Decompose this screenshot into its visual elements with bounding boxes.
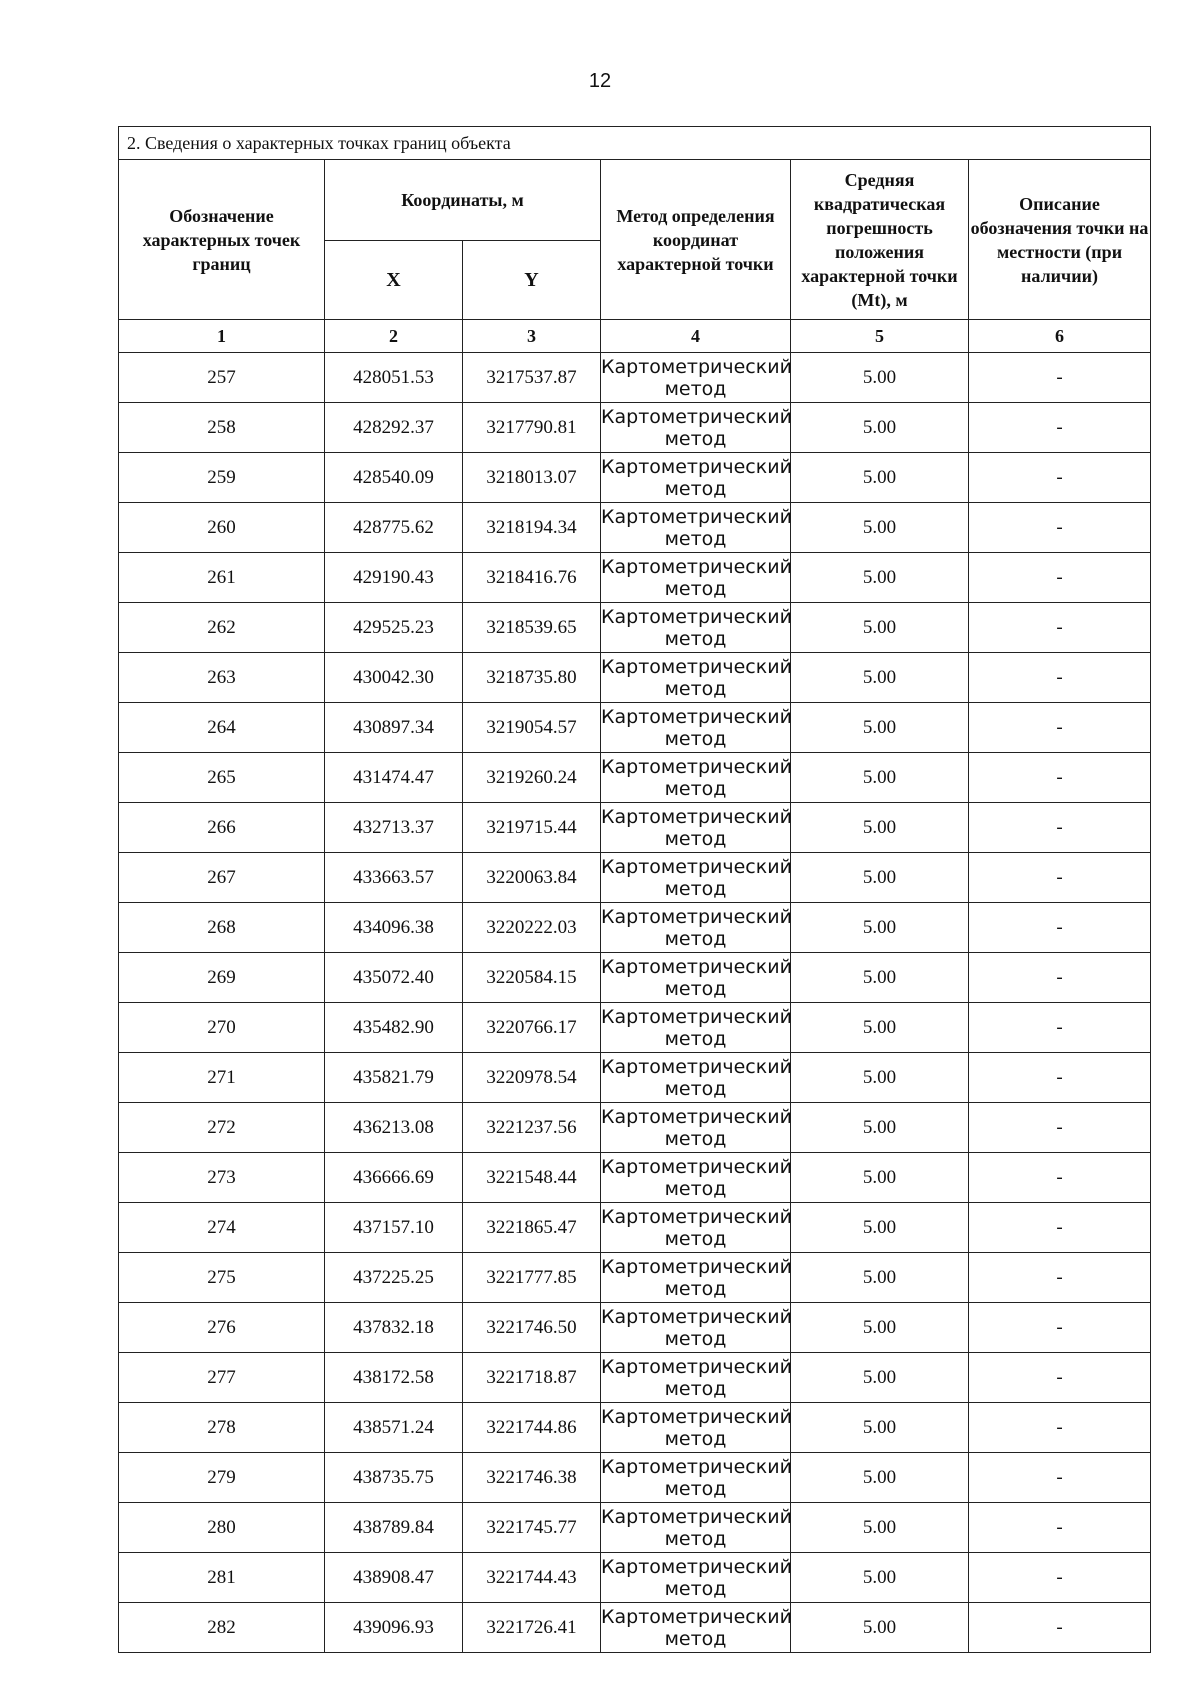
coordinate-x-cell: 428540.09 xyxy=(325,453,463,503)
mean-square-error-cell: 5.00 xyxy=(791,1503,969,1553)
coordinate-x-cell: 437157.10 xyxy=(325,1203,463,1253)
method-cell: Картометрический метод xyxy=(601,503,791,553)
header-y: Y xyxy=(463,241,601,320)
table-row xyxy=(119,1153,1151,1203)
coordinate-x-cell: 438172.58 xyxy=(325,1353,463,1403)
header-error: Средняя квадратическая погрешность положения характерной точки (Mt), м xyxy=(791,160,969,320)
coordinate-x-cell: 432713.37 xyxy=(325,803,463,853)
point-description-cell: - xyxy=(969,803,1151,853)
coordinate-x-cell: 428292.37 xyxy=(325,403,463,453)
point-description-cell: - xyxy=(969,1303,1151,1353)
coordinate-y-cell: 3220063.84 xyxy=(463,853,601,903)
point-description-cell: - xyxy=(969,1153,1151,1203)
mean-square-error-cell: 5.00 xyxy=(791,753,969,803)
mean-square-error-cell: 5.00 xyxy=(791,403,969,453)
method-cell: Картометрический метод xyxy=(601,1253,791,1303)
method-cell: Картометрический метод xyxy=(601,803,791,853)
method-cell: Картометрический метод xyxy=(601,853,791,903)
coordinate-y-cell: 3220766.17 xyxy=(463,1003,601,1053)
table-body xyxy=(119,353,1151,1653)
mean-square-error-cell: 5.00 xyxy=(791,653,969,703)
mean-square-error-cell: 5.00 xyxy=(791,703,969,753)
point-number-cell: 274 xyxy=(119,1203,325,1253)
coordinate-y-cell: 3220978.54 xyxy=(463,1053,601,1103)
point-number-cell: 266 xyxy=(119,803,325,853)
mean-square-error-cell: 5.00 xyxy=(791,803,969,853)
coordinate-x-cell: 438571.24 xyxy=(325,1403,463,1453)
method-cell: Картометрический метод xyxy=(601,1053,791,1103)
point-description-cell: - xyxy=(969,853,1151,903)
mean-square-error-cell: 5.00 xyxy=(791,553,969,603)
mean-square-error-cell: 5.00 xyxy=(791,1303,969,1353)
coordinate-x-cell: 429525.23 xyxy=(325,603,463,653)
table-row xyxy=(119,1403,1151,1453)
point-number-cell: 277 xyxy=(119,1353,325,1403)
point-description-cell: - xyxy=(969,453,1151,503)
point-number-cell: 268 xyxy=(119,903,325,953)
mean-square-error-cell: 5.00 xyxy=(791,1603,969,1653)
point-number-cell: 262 xyxy=(119,603,325,653)
table-row xyxy=(119,853,1151,903)
point-description-cell: - xyxy=(969,1403,1151,1453)
point-description-cell: - xyxy=(969,1453,1151,1503)
method-cell: Картометрический метод xyxy=(601,1503,791,1553)
mean-square-error-cell: 5.00 xyxy=(791,1553,969,1603)
point-number-cell: 260 xyxy=(119,503,325,553)
coordinate-x-cell: 437225.25 xyxy=(325,1253,463,1303)
point-number-cell: 273 xyxy=(119,1153,325,1203)
table-row xyxy=(119,1003,1151,1053)
point-description-cell: - xyxy=(969,703,1151,753)
table-row xyxy=(119,753,1151,803)
coordinate-y-cell: 3218735.80 xyxy=(463,653,601,703)
coordinate-y-cell: 3221726.41 xyxy=(463,1603,601,1653)
coordinate-y-cell: 3218194.34 xyxy=(463,503,601,553)
point-description-cell: - xyxy=(969,553,1151,603)
table-row xyxy=(119,1053,1151,1103)
point-description-cell: - xyxy=(969,1553,1151,1603)
point-number-cell: 261 xyxy=(119,553,325,603)
mean-square-error-cell: 5.00 xyxy=(791,903,969,953)
coordinate-y-cell: 3218539.65 xyxy=(463,603,601,653)
point-description-cell: - xyxy=(969,753,1151,803)
page-number: 12 xyxy=(588,70,612,92)
table-row xyxy=(119,503,1151,553)
coordinate-x-cell: 431474.47 xyxy=(325,753,463,803)
header-designation: Обозначение характерных точек границ xyxy=(119,160,325,320)
point-number-cell: 276 xyxy=(119,1303,325,1353)
table-row xyxy=(119,1253,1151,1303)
point-description-cell: - xyxy=(969,1003,1151,1053)
point-description-cell: - xyxy=(969,1603,1151,1653)
coordinate-y-cell: 3221548.44 xyxy=(463,1153,601,1203)
mean-square-error-cell: 5.00 xyxy=(791,353,969,403)
point-number-cell: 265 xyxy=(119,753,325,803)
point-number-cell: 269 xyxy=(119,953,325,1003)
table-row xyxy=(119,903,1151,953)
table-row xyxy=(119,553,1151,603)
column-number-5: 5 xyxy=(791,320,969,353)
coordinate-x-cell: 439096.93 xyxy=(325,1603,463,1653)
method-cell: Картометрический метод xyxy=(601,1153,791,1203)
table-row xyxy=(119,353,1151,403)
coordinate-y-cell: 3219260.24 xyxy=(463,753,601,803)
coordinate-y-cell: 3221777.85 xyxy=(463,1253,601,1303)
point-description-cell: - xyxy=(969,903,1151,953)
point-description-cell: - xyxy=(969,953,1151,1003)
mean-square-error-cell: 5.00 xyxy=(791,1203,969,1253)
table-row xyxy=(119,403,1151,453)
header-description: Описание обозначения точки на местности (при наличии) xyxy=(969,160,1151,320)
point-number-cell: 270 xyxy=(119,1003,325,1053)
mean-square-error-cell: 5.00 xyxy=(791,453,969,503)
method-cell: Картометрический метод xyxy=(601,553,791,603)
method-cell: Картометрический метод xyxy=(601,1103,791,1153)
column-number-3: 3 xyxy=(463,320,601,353)
coordinate-y-cell: 3219715.44 xyxy=(463,803,601,853)
table-row xyxy=(119,803,1151,853)
point-number-cell: 259 xyxy=(119,453,325,503)
method-cell: Картометрический метод xyxy=(601,603,791,653)
method-cell: Картометрический метод xyxy=(601,353,791,403)
header-method: Метод определения координат характерной точки xyxy=(601,160,791,320)
header-coordinates: Координаты, м xyxy=(325,160,601,241)
table-row xyxy=(119,653,1151,703)
mean-square-error-cell: 5.00 xyxy=(791,1403,969,1453)
coordinate-y-cell: 3221718.87 xyxy=(463,1353,601,1403)
table-row xyxy=(119,1453,1151,1503)
coordinate-x-cell: 436213.08 xyxy=(325,1103,463,1153)
coordinate-x-cell: 434096.38 xyxy=(325,903,463,953)
coordinate-y-cell: 3217537.87 xyxy=(463,353,601,403)
table-row xyxy=(119,1353,1151,1403)
method-cell: Картометрический метод xyxy=(601,1403,791,1453)
mean-square-error-cell: 5.00 xyxy=(791,1453,969,1503)
method-cell: Картометрический метод xyxy=(601,1003,791,1053)
coordinate-x-cell: 430042.30 xyxy=(325,653,463,703)
method-cell: Картометрический метод xyxy=(601,953,791,1003)
point-number-cell: 282 xyxy=(119,1603,325,1653)
coordinate-x-cell: 437832.18 xyxy=(325,1303,463,1353)
coordinate-x-cell: 436666.69 xyxy=(325,1153,463,1203)
coordinate-x-cell: 438789.84 xyxy=(325,1503,463,1553)
coordinate-y-cell: 3221746.38 xyxy=(463,1453,601,1503)
coordinate-y-cell: 3221744.43 xyxy=(463,1553,601,1603)
coordinate-y-cell: 3221237.56 xyxy=(463,1103,601,1153)
coordinate-y-cell: 3221865.47 xyxy=(463,1203,601,1253)
point-description-cell: - xyxy=(969,403,1151,453)
mean-square-error-cell: 5.00 xyxy=(791,603,969,653)
point-number-cell: 278 xyxy=(119,1403,325,1453)
coordinate-x-cell: 428051.53 xyxy=(325,353,463,403)
method-cell: Картометрический метод xyxy=(601,1553,791,1603)
coordinate-x-cell: 430897.34 xyxy=(325,703,463,753)
coordinate-y-cell: 3221744.86 xyxy=(463,1403,601,1453)
method-cell: Картометрический метод xyxy=(601,403,791,453)
header-x: X xyxy=(325,241,463,320)
table-row xyxy=(119,453,1151,503)
mean-square-error-cell: 5.00 xyxy=(791,1153,969,1203)
method-cell: Картометрический метод xyxy=(601,753,791,803)
coordinate-y-cell: 3221745.77 xyxy=(463,1503,601,1553)
table-row xyxy=(119,603,1151,653)
table-row xyxy=(119,1203,1151,1253)
point-description-cell: - xyxy=(969,1103,1151,1153)
coordinate-x-cell: 435072.40 xyxy=(325,953,463,1003)
method-cell: Картометрический метод xyxy=(601,1203,791,1253)
column-number-4: 4 xyxy=(601,320,791,353)
point-description-cell: - xyxy=(969,503,1151,553)
coordinate-y-cell: 3217790.81 xyxy=(463,403,601,453)
coordinate-y-cell: 3220222.03 xyxy=(463,903,601,953)
method-cell: Картометрический метод xyxy=(601,1353,791,1403)
method-cell: Картометрический метод xyxy=(601,1453,791,1503)
point-number-cell: 281 xyxy=(119,1553,325,1603)
column-number-2: 2 xyxy=(325,320,463,353)
point-number-cell: 264 xyxy=(119,703,325,753)
point-description-cell: - xyxy=(969,353,1151,403)
mean-square-error-cell: 5.00 xyxy=(791,503,969,553)
table-row xyxy=(119,1503,1151,1553)
coordinate-y-cell: 3221746.50 xyxy=(463,1303,601,1353)
coordinate-x-cell: 435821.79 xyxy=(325,1053,463,1103)
point-description-cell: - xyxy=(969,603,1151,653)
point-number-cell: 279 xyxy=(119,1453,325,1503)
mean-square-error-cell: 5.00 xyxy=(791,953,969,1003)
point-number-cell: 257 xyxy=(119,353,325,403)
point-number-cell: 271 xyxy=(119,1053,325,1103)
coordinate-x-cell: 429190.43 xyxy=(325,553,463,603)
method-cell: Картометрический метод xyxy=(601,453,791,503)
coordinate-y-cell: 3218013.07 xyxy=(463,453,601,503)
point-description-cell: - xyxy=(969,1053,1151,1103)
point-description-cell: - xyxy=(969,1203,1151,1253)
method-cell: Картометрический метод xyxy=(601,903,791,953)
coordinate-x-cell: 438908.47 xyxy=(325,1553,463,1603)
table-row xyxy=(119,703,1151,753)
point-number-cell: 263 xyxy=(119,653,325,703)
method-cell: Картометрический метод xyxy=(601,1603,791,1653)
point-number-cell: 272 xyxy=(119,1103,325,1153)
mean-square-error-cell: 5.00 xyxy=(791,853,969,903)
coordinate-x-cell: 433663.57 xyxy=(325,853,463,903)
point-number-cell: 267 xyxy=(119,853,325,903)
point-description-cell: - xyxy=(969,1353,1151,1403)
point-number-cell: 275 xyxy=(119,1253,325,1303)
column-number-6: 6 xyxy=(969,320,1151,353)
boundary-points-table xyxy=(118,126,1151,1653)
coordinate-y-cell: 3219054.57 xyxy=(463,703,601,753)
point-description-cell: - xyxy=(969,653,1151,703)
point-number-cell: 280 xyxy=(119,1503,325,1553)
table-row xyxy=(119,1553,1151,1603)
coordinate-y-cell: 3218416.76 xyxy=(463,553,601,603)
table-row xyxy=(119,1303,1151,1353)
coordinate-x-cell: 435482.90 xyxy=(325,1003,463,1053)
mean-square-error-cell: 5.00 xyxy=(791,1003,969,1053)
point-description-cell: - xyxy=(969,1253,1151,1303)
mean-square-error-cell: 5.00 xyxy=(791,1103,969,1153)
table-row xyxy=(119,953,1151,1003)
point-number-cell: 258 xyxy=(119,403,325,453)
table-row xyxy=(119,1603,1151,1653)
method-cell: Картометрический метод xyxy=(601,703,791,753)
mean-square-error-cell: 5.00 xyxy=(791,1053,969,1103)
column-number-1: 1 xyxy=(119,320,325,353)
table-row xyxy=(119,1103,1151,1153)
mean-square-error-cell: 5.00 xyxy=(791,1253,969,1303)
point-description-cell: - xyxy=(969,1503,1151,1553)
coordinate-x-cell: 438735.75 xyxy=(325,1453,463,1503)
method-cell: Картометрический метод xyxy=(601,653,791,703)
section-title: 2. Сведения о характерных точках границ объекта xyxy=(119,127,1151,160)
coordinate-y-cell: 3220584.15 xyxy=(463,953,601,1003)
method-cell: Картометрический метод xyxy=(601,1303,791,1353)
coordinate-x-cell: 428775.62 xyxy=(325,503,463,553)
mean-square-error-cell: 5.00 xyxy=(791,1353,969,1403)
